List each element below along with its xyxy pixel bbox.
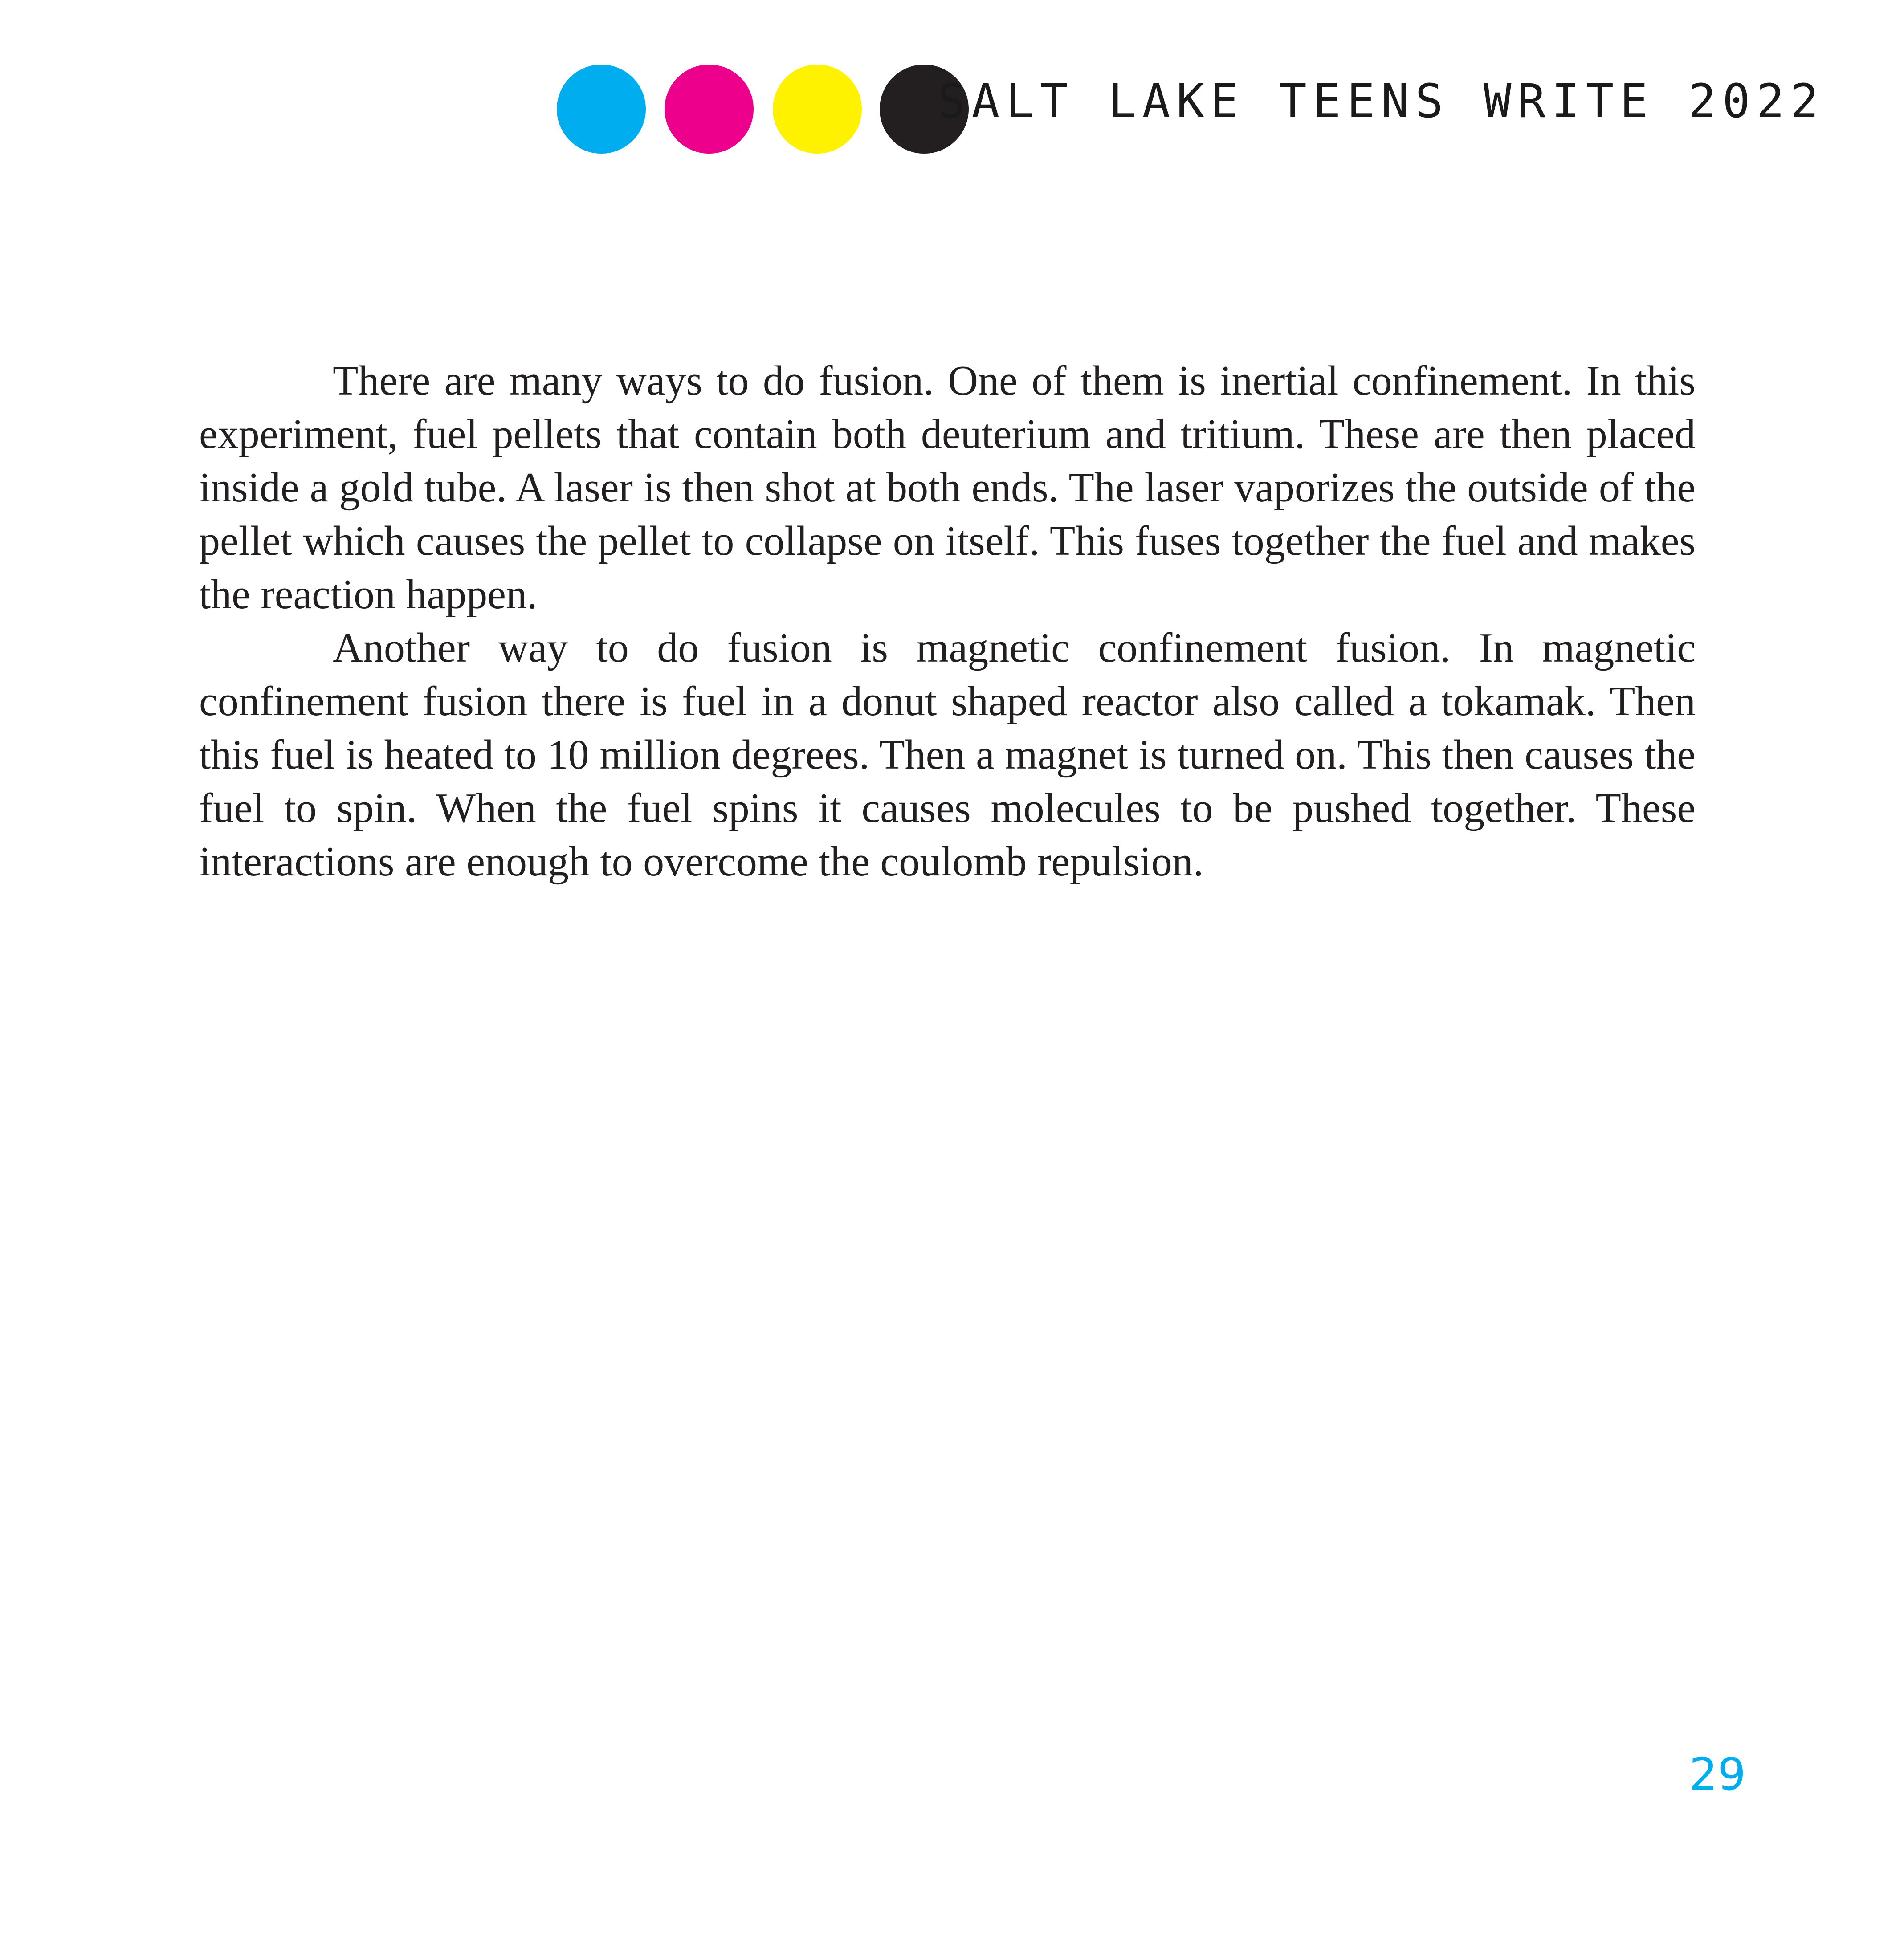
cyan-dot bbox=[557, 65, 646, 154]
paragraph: Another way to do fusion is magnetic confinement fusion. In magnetic confinement fusion there is fuel in a donut shaped reactor also called a tokamak. Then this fuel is heated to 10 million degrees. Then a magnet is turned on. This then causes the fuel to spin. When the fuel spins it causes molecules to be pushed together. These interactions are enough to overcome the coulomb repulsion. bbox=[199, 625, 1696, 885]
paragraph: There are many ways to do fusion. One of them is inertial confinement. In this experiment, fuel pellets that contain both deuterium and tritium. These are then placed inside a gold tube. A laser is then shot at both ends. The laser vaporizes the outside of the pellet which causes the pellet to collapse on itself. This fuses together the fuel and makes the reaction happen. bbox=[199, 358, 1696, 618]
magenta-dot bbox=[665, 65, 754, 154]
page-number: 29 bbox=[1689, 1748, 1746, 1800]
page-header bbox=[0, 0, 1904, 178]
series-title: SALT LAKE TEENS WRITE 2022 bbox=[938, 74, 1825, 128]
yellow-dot bbox=[773, 65, 862, 154]
body-text bbox=[199, 354, 1696, 888]
